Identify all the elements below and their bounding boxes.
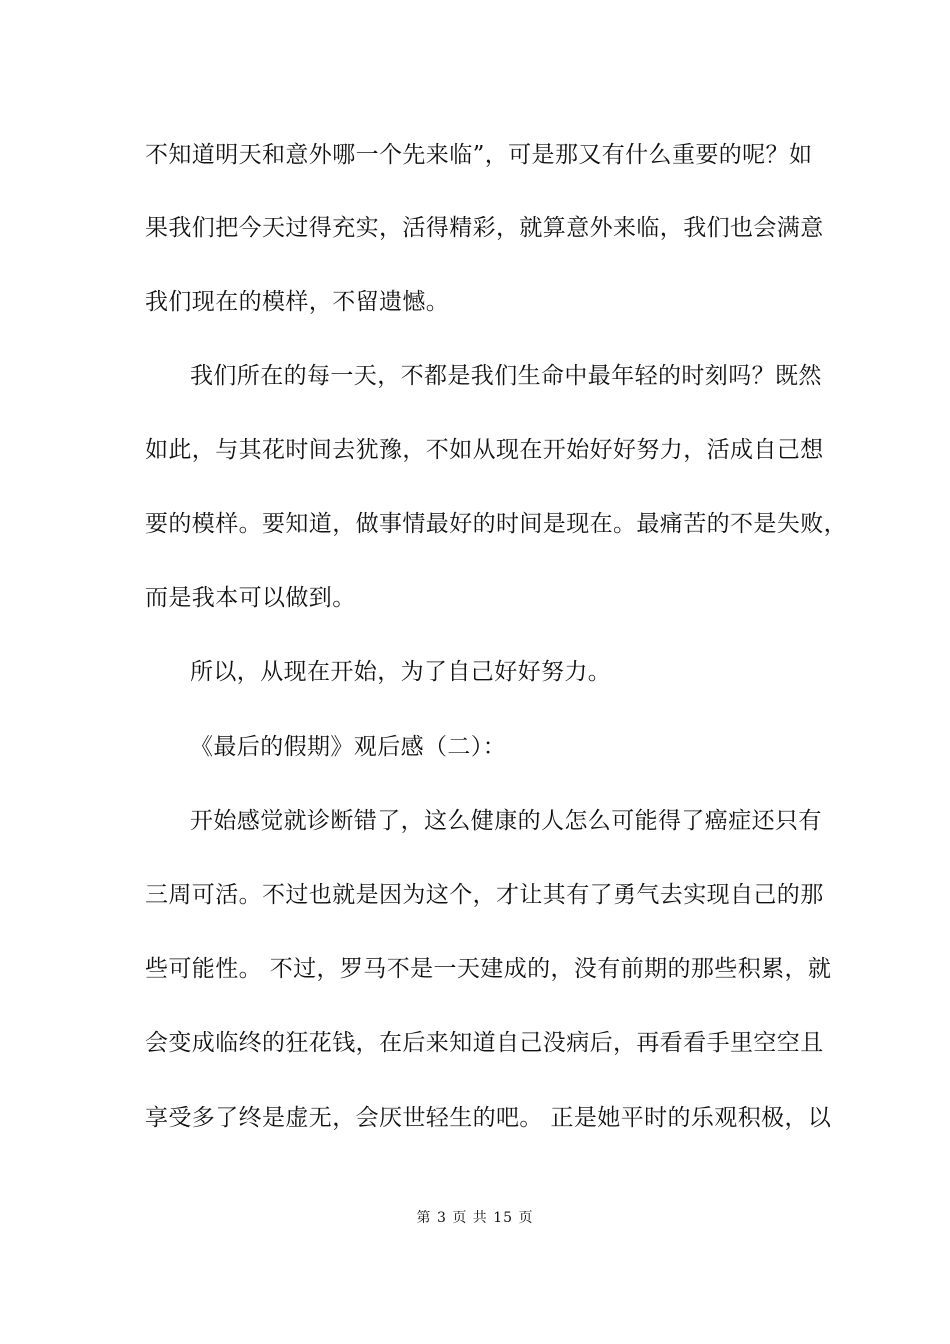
- footer-total-pages: 15: [493, 1210, 514, 1226]
- footer-suffix: 页: [518, 1210, 534, 1226]
- text-line: 不知道明天和意外哪一个先来临”，可是那又有什么重要的呢？如: [145, 142, 813, 168]
- paragraph-start-line: 开始感觉就诊断错了，这么健康的人怎么可能得了癌症还只有: [190, 808, 822, 834]
- text-line: 要的模样。要知道，做事情最好的时间是现在。最痛苦的不是失败，: [145, 511, 847, 537]
- footer-prefix: 第: [416, 1210, 432, 1226]
- section-heading: 《最后的假期》观后感（二）：: [190, 734, 507, 760]
- text-line: 会变成临终的狂花钱，在后来知道自己没病后，再看看手里空空且: [145, 1030, 824, 1056]
- paragraph-start-line: 所以，从现在开始，为了自己好好努力。: [190, 659, 612, 685]
- text-line: 果我们把今天过得充实，活得精彩，就算意外来临，我们也会满意: [145, 215, 824, 241]
- text-line: 而是我本可以做到。: [145, 585, 356, 611]
- text-line: 些可能性。 不过，罗马不是一天建成的，没有前期的那些积累，就: [145, 956, 832, 982]
- footer-middle: 页 共: [452, 1210, 488, 1226]
- footer-current-page: 3: [436, 1210, 447, 1226]
- text-line: 三周可活。不过也就是因为这个，才让其有了勇气去实现自己的那: [145, 882, 824, 908]
- text-line: 享受多了终是虚无，会厌世轻生的吧。 正是她平时的乐观积极，以: [145, 1105, 832, 1131]
- text-line: 我们现在的模样，不留遗憾。: [145, 289, 450, 315]
- text-line: 如此，与其花时间去犹豫，不如从现在开始好好努力，活成自己想: [145, 437, 824, 463]
- page-footer: [0, 1208, 950, 1228]
- paragraph-start-line: 我们所在的每一天，不都是我们生命中最年轻的时刻吗？既然: [190, 363, 822, 389]
